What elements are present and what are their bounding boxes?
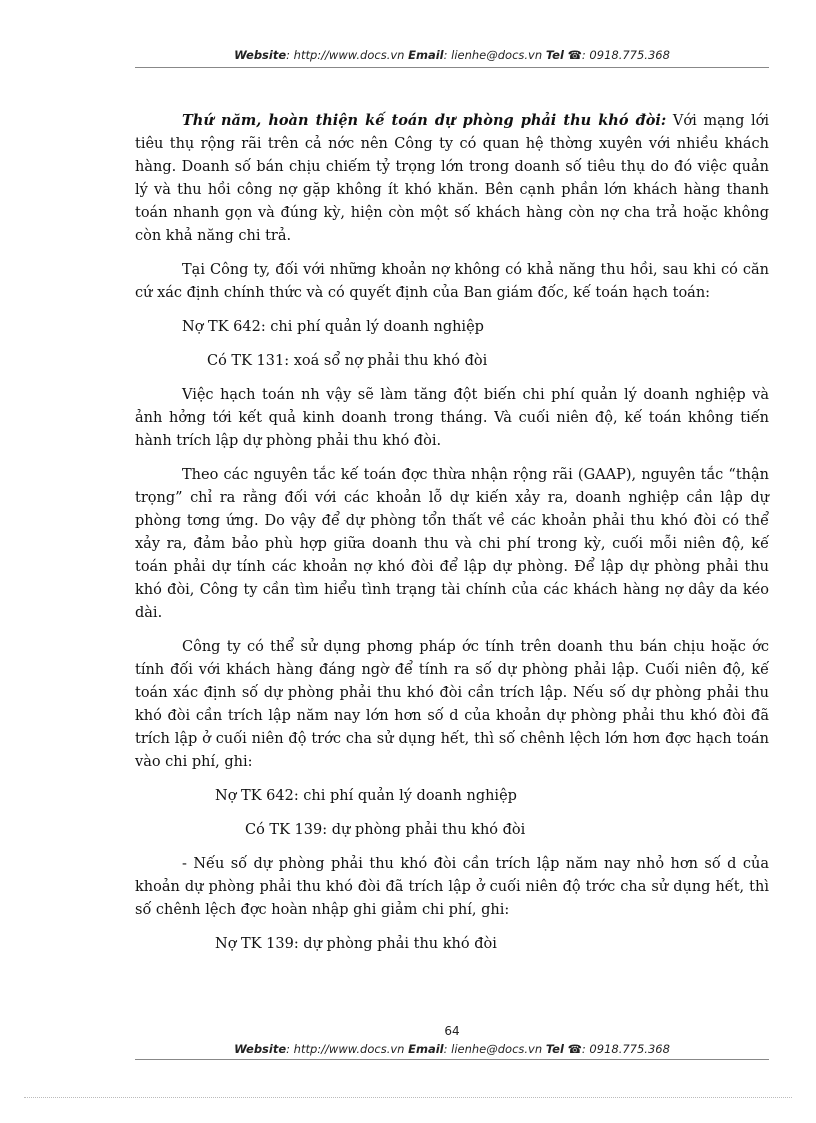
paragraph: Theo các nguyên tắc kế toán đợc thừa nhận rộng rãi (GAAP), nguyên tắc “thận trọng” chỉ ra rằng đối với các khoản lỗ dự kiến xảy ra, doanh nghiệp cần lập dự phòng tơng ứng. Do vậy để dự phòng tổn thất về các khoản phải thu khó đòi có thể xảy ra, đảm bảo phù hợp giữa doanh thu và chi phí trong kỳ, cuối mỗi niên độ, kế toán phải dự tính các khoản nợ khó đòi để lập dự phòng. Để lập dự phòng phải thu khó đòi, Công ty cần tìm hiểu tình trạng tài chính của các khách hàng nợ dây da kéo dài.: [135, 467, 769, 621]
document-body: [135, 109, 769, 967]
page-number: 64: [444, 1024, 460, 1038]
paragraph: Công ty có thể sử dụng phơng pháp ớc tính trên doanh thu bán chịu hoặc ớc tính đối với khách hàng đáng ngờ để tính ra số dự phòng phải lập. Cuối niên độ, kế toán xác định số dự phòng phải thu khó đòi cần trích lập. Nếu số dự phòng phải thu khó đòi cần trích lập năm nay lớn hơn số d của khoản dự phòng phải thu khó đòi đã trích lập ở cuối niên độ trớc cha sử dụng hết, thì số chênh lệch lớn hơn đợc hạch toán vào chi phí, ghi:: [135, 639, 769, 770]
journal-entry-credit: Có TK 139: dự phòng phải thu khó đòi: [245, 822, 526, 838]
footer-website-value: : http://www.docs.vn: [286, 1042, 405, 1056]
journal-entry-debit: Nợ TK 642: chi phí quản lý doanh nghiệp: [215, 788, 517, 804]
footer-website-label: Website: [234, 1042, 287, 1056]
footer-tel-value: : 0918.775.368: [581, 1042, 670, 1056]
paragraph: Tại Công ty, đối với những khoản nợ không có khả năng thu hồi, sau khi có căn cứ xác định chính thức và có quyết định của Ban giám đốc, kế toán hạch toán:: [135, 262, 769, 301]
footer-tel-label: Tel: [545, 1042, 564, 1056]
header-tel-label: Tel: [545, 48, 564, 62]
header-tel-value: : 0918.775.368: [581, 48, 670, 62]
header-website-label: Website: [234, 48, 287, 62]
page-header: [135, 48, 769, 62]
journal-entry-debit: Nợ TK 139: dự phòng phải thu khó đòi: [215, 936, 497, 952]
footer-divider: [135, 1059, 769, 1060]
header-website-value: : http://www.docs.vn: [286, 48, 405, 62]
paragraph: [135, 109, 769, 248]
phone-icon: ☎: [567, 1042, 582, 1056]
page-edge-divider: [24, 1097, 792, 1098]
footer-email-label: Email: [408, 1042, 444, 1056]
header-email-label: Email: [408, 48, 444, 62]
page-footer: [135, 1042, 769, 1056]
paragraph-text: Với mạng lới tiêu thụ rộng rãi trên cả nớc nên Công ty có quan hệ thờng xuyên với nhiều khách hàng. Doanh số bán chịu chiếm tỷ trọng lớn trong doanh số tiêu thụ do đó việc quản lý và thu hồi công nợ gặp không ít khó khăn. Bên cạnh phần lớn khách hàng thanh toán nhanh gọn và đúng kỳ, hiện còn một số khách hàng còn nợ cha trả hoặc không còn khả năng chi trả.: [135, 113, 770, 244]
header-divider: [135, 67, 769, 68]
footer-email-value: : lienhe@docs.vn: [443, 1042, 543, 1056]
section-lead: Thứ năm, hoàn thiện kế toán dự phòng phải thu khó đòi:: [182, 112, 667, 129]
journal-entry-debit: Nợ TK 642: chi phí quản lý doanh nghiệp: [182, 319, 484, 335]
phone-icon: ☎: [567, 48, 582, 62]
paragraph: Việc hạch toán nh vậy sẽ làm tăng đột biến chi phí quản lý doanh nghiệp và ảnh hởng tới kết quả kinh doanh trong tháng. Và cuối niên độ, kế toán không tiến hành trích lập dự phòng phải thu khó đòi.: [135, 387, 769, 449]
journal-entry-credit: Có TK 131: xoá sổ nợ phải thu khó đòi: [207, 353, 488, 369]
paragraph: - Nếu số dự phòng phải thu khó đòi cần trích lập năm nay nhỏ hơn số d của khoản dự phòng phải thu khó đòi đã trích lập ở cuối niên độ trớc cha sử dụng hết, thì số chênh lệch đợc hoàn nhập ghi giảm chi phí, ghi:: [135, 856, 769, 918]
header-email-value: : lienhe@docs.vn: [443, 48, 543, 62]
